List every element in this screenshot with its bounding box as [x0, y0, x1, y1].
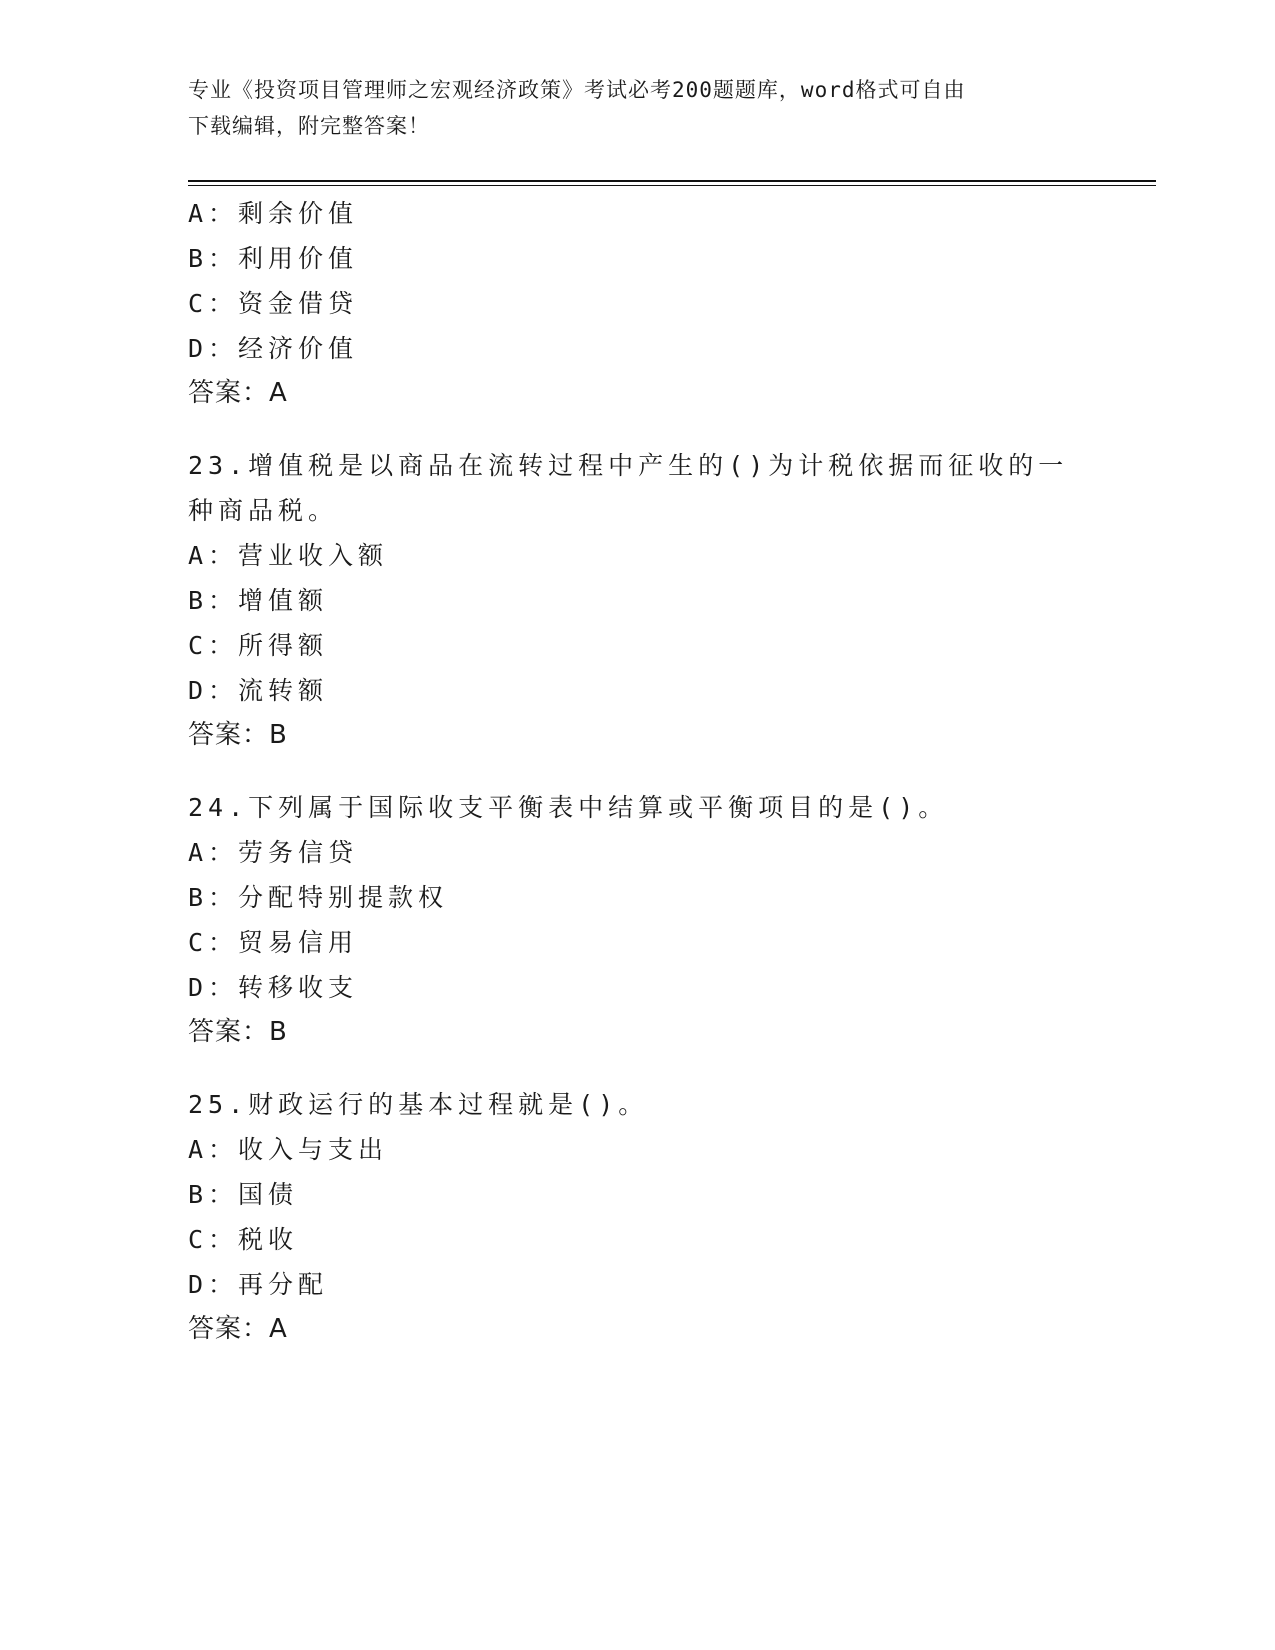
option-b: B：利用价值 — [188, 244, 359, 273]
header-line-2: 下载编辑，附完整答案！ — [188, 114, 430, 138]
document-header — [188, 72, 1068, 144]
header-divider-thin — [188, 185, 1156, 186]
question-23 — [188, 443, 1088, 758]
answer: 答案：B — [188, 1017, 288, 1047]
answer: 答案：A — [188, 378, 288, 408]
question-24 — [188, 785, 1088, 1055]
question-stem: 25.财政运行的基本过程就是()。 — [188, 1090, 649, 1119]
option-a: A：剩余价值 — [188, 199, 359, 228]
answer: 答案：B — [188, 720, 288, 750]
option-a: A：营业收入额 — [188, 541, 389, 570]
option-c: C：资金借贷 — [188, 289, 359, 318]
option-b: B：国债 — [188, 1180, 299, 1209]
question-22 — [188, 191, 1088, 416]
question-list — [188, 191, 1088, 1352]
option-b: B：分配特别提款权 — [188, 883, 449, 912]
option-a: A：收入与支出 — [188, 1135, 389, 1164]
answer: 答案：A — [188, 1314, 288, 1344]
option-d: D：经济价值 — [188, 334, 359, 363]
option-a: A：劳务信贷 — [188, 838, 359, 867]
option-c: C：税收 — [188, 1225, 299, 1254]
option-d: D：再分配 — [188, 1270, 329, 1299]
option-d: D：流转额 — [188, 676, 329, 705]
header-line-1: 专业《投资项目管理师之宏观经济政策》考试必考200题题库，word格式可自由 — [188, 78, 966, 102]
question-stem: 23.增值税是以商品在流转过程中产生的()为计税依据而征收的一种商品税。 — [188, 451, 1069, 525]
header-divider-thick — [188, 180, 1156, 182]
option-c: C：所得额 — [188, 631, 329, 660]
question-25 — [188, 1082, 1088, 1352]
option-d: D：转移收支 — [188, 973, 359, 1002]
question-stem: 24.下列属于国际收支平衡表中结算或平衡项目的是()。 — [188, 793, 949, 822]
option-c: C：贸易信用 — [188, 928, 359, 957]
option-b: B：增值额 — [188, 586, 329, 615]
